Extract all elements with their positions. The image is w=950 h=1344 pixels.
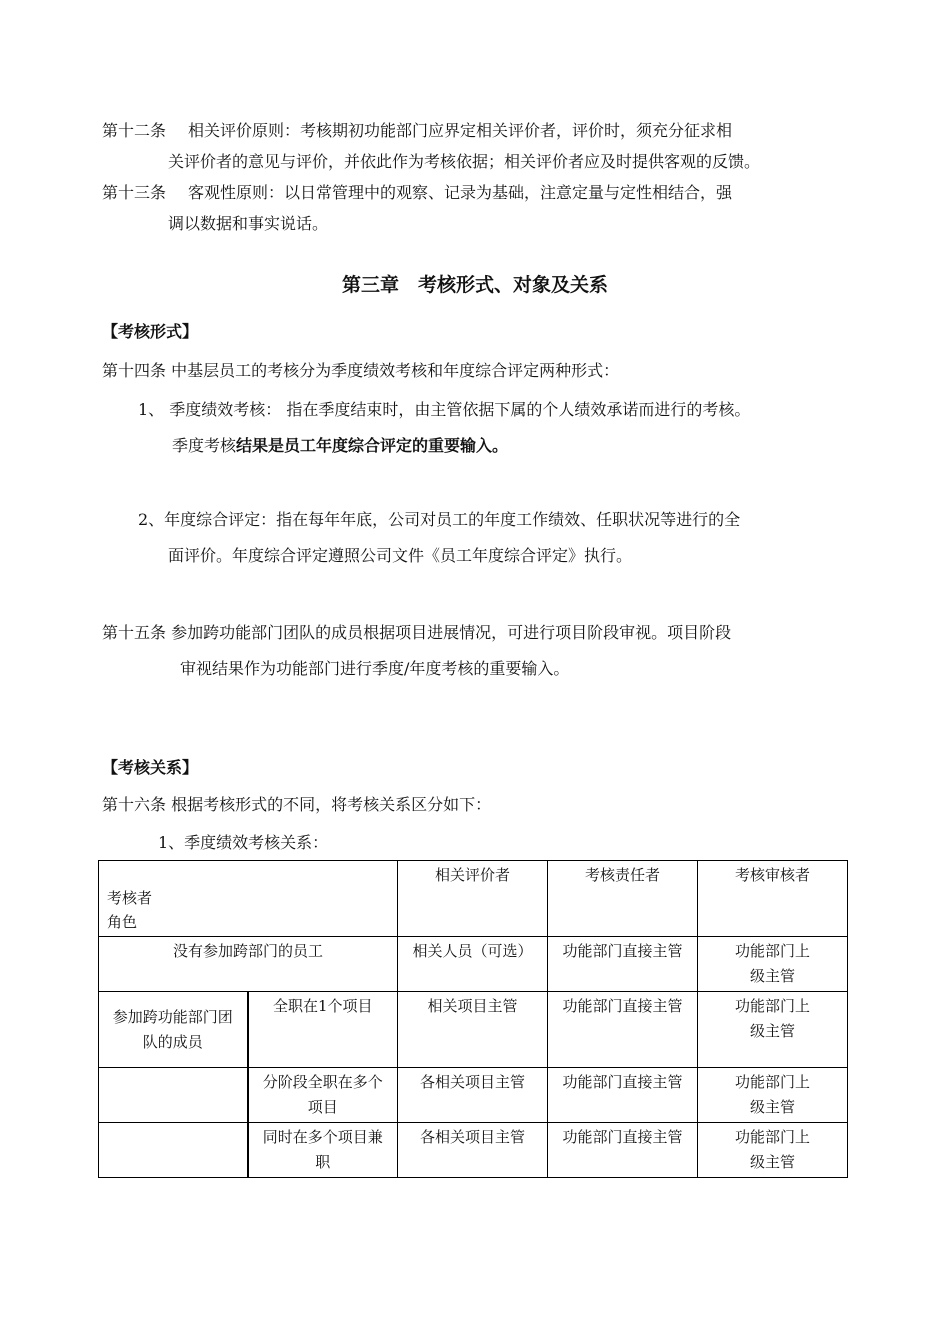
article-16-sub1: 1、季度绩效考核关系：	[158, 833, 329, 852]
assessment-relation-table	[98, 860, 848, 1178]
article-12-text-1: 相关评价原则：考核期初功能部门应界定相关评价者，评价时，须充分征求相	[188, 121, 733, 140]
article-13-line1	[102, 176, 732, 210]
section-heading-form: 【考核形式】	[102, 322, 199, 341]
chapter-title: 第三章 考核形式、对象及关系	[341, 274, 608, 296]
team-row-1-sub: 全职在1个项目	[248, 992, 398, 1068]
article-14-item2-line1: 2、年度综合评定：指在每年年底，公司对员工的年度工作绩效、任职状况等进行的全	[138, 510, 741, 529]
table-row	[99, 1123, 848, 1178]
team-row-2-reviewer: 功能部门上级主管	[698, 1068, 848, 1123]
header-col-reviewer: 考核审核者	[698, 861, 848, 937]
row-no-team-reviewer: 功能部门上级主管	[698, 937, 848, 992]
article-14-item1-bold: 结果是员工年度综合评定的重要输入。	[236, 436, 509, 455]
team-row-2-sub: 分阶段全职在多个项目	[248, 1068, 398, 1123]
header-corner-assessor: 考核者	[107, 889, 153, 907]
team-row-2-evaluator: 各相关项目主管	[398, 1068, 548, 1123]
table-row	[99, 1068, 848, 1123]
header-col-responsible: 考核责任者	[548, 861, 698, 937]
team-row-1-evaluator: 相关项目主管	[398, 992, 548, 1068]
article-15-line2: 审视结果作为功能部门进行季度/年度考核的重要输入。	[180, 659, 570, 678]
team-row-3-reviewer: 功能部门上级主管	[698, 1123, 848, 1178]
article-14-item1-plain: 季度考核	[172, 436, 237, 455]
team-group-label: 参加跨功能部门团队的成员	[99, 992, 248, 1068]
article-14-item2-line2: 面评价。年度综合评定遵照公司文件《员工年度综合评定》执行。	[168, 546, 633, 565]
table-header-row	[99, 861, 848, 937]
article-16-intro: 第十六条 根据考核形式的不同，将考核关系区分如下：	[102, 795, 492, 814]
header-corner-role: 角色	[107, 913, 138, 931]
table-row	[99, 937, 848, 992]
article-12-label: 第十二条	[102, 121, 167, 140]
team-row-1-reviewer: 功能部门上级主管	[698, 992, 848, 1068]
article-13-label: 第十三条	[102, 183, 167, 202]
article-12-line2: 关评价者的意见与评价，并依此作为考核依据；相关评价者应及时提供客观的反馈。	[168, 152, 761, 171]
row-no-team-responsible: 功能部门直接主管	[548, 937, 698, 992]
team-row-1-responsible: 功能部门直接主管	[548, 992, 698, 1068]
article-14-item1-line2	[172, 429, 508, 463]
article-14-intro: 第十四条 中基层员工的考核分为季度绩效考核和年度综合评定两种形式：	[102, 361, 620, 380]
section-heading-relation: 【考核关系】	[102, 758, 199, 777]
article-12-line1	[102, 114, 732, 148]
article-13-text-1: 客观性原则：以日常管理中的观察、记录为基础，注意定量与定性相结合，强	[188, 183, 733, 202]
team-row-2-empty	[99, 1068, 248, 1123]
team-row-3-sub: 同时在多个项目兼职	[248, 1123, 398, 1178]
header-col-evaluator: 相关评价者	[398, 861, 548, 937]
row-no-team-role: 没有参加跨部门的员工	[99, 937, 398, 992]
article-14-item1-line1: 1、 季度绩效考核： 指在季度结束时，由主管依据下属的个人绩效承诺而进行的考核。	[138, 400, 751, 419]
table-row	[99, 992, 848, 1068]
team-row-3-empty	[99, 1123, 248, 1178]
article-15-line1: 第十五条 参加跨功能部门团队的成员根据项目进展情况，可进行项目阶段审视。项目阶段	[102, 623, 732, 642]
article-13-line2: 调以数据和事实说话。	[168, 214, 329, 233]
row-no-team-evaluator: 相关人员（可选）	[398, 937, 548, 992]
team-row-3-evaluator: 各相关项目主管	[398, 1123, 548, 1178]
team-row-2-responsible: 功能部门直接主管	[548, 1068, 698, 1123]
header-corner-cell	[99, 861, 398, 937]
team-row-3-responsible: 功能部门直接主管	[548, 1123, 698, 1178]
